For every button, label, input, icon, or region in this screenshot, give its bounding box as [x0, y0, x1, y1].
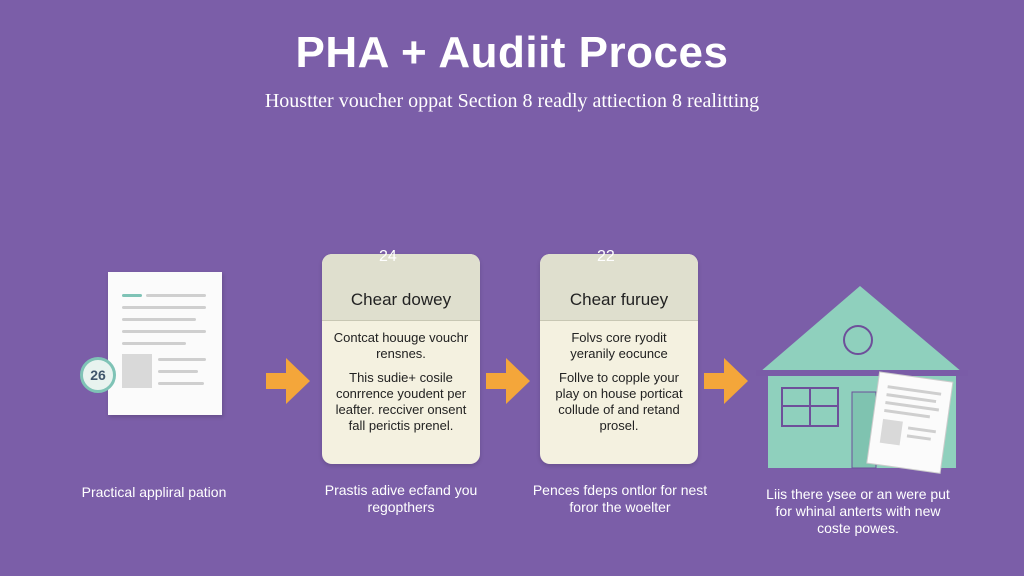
arrow-right-icon	[704, 358, 748, 404]
step-badge: 26	[80, 357, 116, 393]
card-text: This sudie+ cosile conrrence youdent per leafter. recciver onsent fall perictis prenel.	[335, 370, 467, 433]
arrow-right-icon	[486, 358, 530, 404]
document-icon	[108, 272, 222, 415]
arrow-right-icon	[266, 358, 310, 404]
card-text: Follve to copple your play on house porticat collude of and retand prosel.	[555, 370, 683, 433]
house-caption: Liis there ysee or an were put for whinal anterts with new coste powes.	[766, 486, 950, 536]
card-title: Chear dowey	[350, 290, 452, 309]
page-title: PHA + Audiit Proces	[295, 28, 729, 77]
card2-caption: Pences fdeps ontlor for nest foror the woelter	[532, 482, 708, 515]
page-subtitle: Houstter voucher oppat Section 8 readly attiection 8 realitting	[264, 90, 760, 112]
step1-caption: Practical appliral pation	[81, 484, 227, 500]
card-title: Chear furuey	[569, 290, 669, 309]
card-number-badge: 24	[379, 248, 397, 265]
card-text: Folvs core ryodit yeranily eocunce	[570, 330, 668, 361]
house-icon	[756, 284, 968, 476]
card1-caption: Prastis adive ecfand you regopthers	[324, 482, 478, 515]
card-text: Contcat houuge vouchr rensnes.	[333, 330, 469, 361]
card-number-badge: 22	[597, 248, 615, 265]
